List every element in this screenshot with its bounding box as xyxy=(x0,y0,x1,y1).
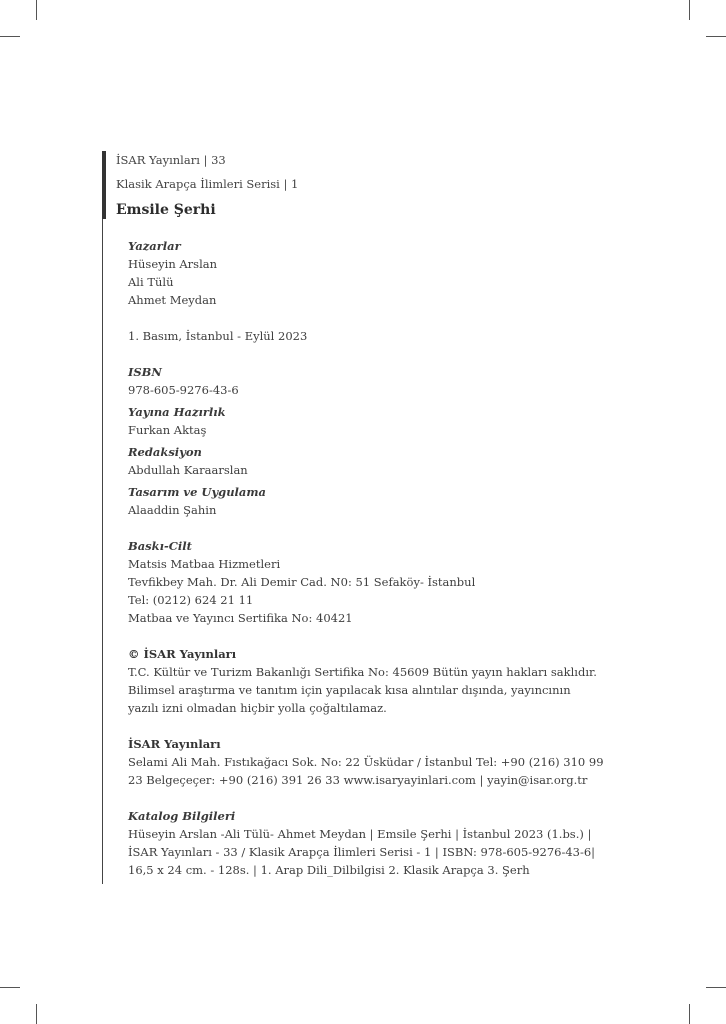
isbn-label: ISBN xyxy=(128,365,162,379)
printing-line: Matsis Matbaa Hizmetleri xyxy=(128,557,281,571)
copyright-line: Bilimsel araştırma ve tanıtım için yapılacak kısa alıntılar dışında, yayıncının xyxy=(128,683,571,697)
printing-label: Baskı-Cilt xyxy=(128,539,192,553)
header-bar xyxy=(102,151,106,219)
design-value: Alaaddin Şahin xyxy=(128,503,217,517)
crop-mark xyxy=(706,36,726,37)
catalog-line: İSAR Yayınları - 33 / Klasik Arapça İlimleri Serisi - 1 | ISBN: 978-605-9276-43-6| xyxy=(128,845,596,859)
edition-info: 1. Basım, İstanbul - Eylül 2023 xyxy=(128,329,308,343)
printing-line: Matbaa ve Yayıncı Sertifika No: 40421 xyxy=(128,611,353,625)
isbn-value: 978-605-9276-43-6 xyxy=(128,383,239,397)
catalog-line: Hüseyin Arslan -Ali Tülü- Ahmet Meydan | Emsile Şerhi | İstanbul 2023 (1.bs.) | xyxy=(128,827,592,841)
author-name: Ahmet Meydan xyxy=(128,293,217,307)
copyright-line: yazılı izni olmadan hiçbir yolla çoğaltılamaz. xyxy=(128,701,387,715)
publisher-line: Selami Ali Mah. Fıstıkağacı Sok. No: 22 Üsküdar / İstanbul Tel: +90 (216) 310 99 xyxy=(128,755,604,769)
design-label: Tasarım ve Uygulama xyxy=(128,485,266,499)
copyright-line: T.C. Kültür ve Turizm Bakanlığı Sertifika No: 45609 Bütün yayın hakları saklıdır. xyxy=(128,665,597,679)
publisher-label: İSAR Yayınları xyxy=(128,737,221,751)
preparation-value: Furkan Aktaş xyxy=(128,423,207,437)
series-line-2: Klasik Arapça İlimleri Serisi | 1 xyxy=(116,177,299,191)
book-title: Emsile Şerhi xyxy=(116,202,216,218)
editing-value: Abdullah Karaarslan xyxy=(128,463,248,477)
crop-mark xyxy=(706,987,726,988)
crop-mark xyxy=(0,36,20,37)
crop-mark xyxy=(689,0,690,20)
author-name: Hüseyin Arslan xyxy=(128,257,218,271)
crop-mark xyxy=(36,0,37,20)
publisher-line: 23 Belgeçeçer: +90 (216) 391 26 33 www.isaryayinlari.com | yayin@isar.org.tr xyxy=(128,773,588,787)
crop-mark xyxy=(36,1004,37,1024)
colophon xyxy=(128,237,608,879)
printing-line: Tevfikbey Mah. Dr. Ali Demir Cad. N0: 51 Sefaköy- İstanbul xyxy=(128,575,476,589)
editing-label: Redaksiyon xyxy=(128,445,202,459)
printing-line: Tel: (0212) 624 21 11 xyxy=(128,593,254,607)
author-name: Ali Tülü xyxy=(128,275,174,289)
authors-label: Yazarlar xyxy=(128,239,181,253)
catalog-line: 16,5 x 24 cm. - 128s. | 1. Arap Dili_Dilbilgisi 2. Klasik Arapça 3. Şerh xyxy=(128,863,530,877)
content-rule xyxy=(102,219,103,884)
preparation-label: Yayına Hazırlık xyxy=(128,405,226,419)
crop-mark xyxy=(689,1004,690,1024)
catalog-label: Katalog Bilgileri xyxy=(128,809,236,823)
series-line-1: İSAR Yayınları | 33 xyxy=(116,153,226,167)
copyright-label: © İSAR Yayınları xyxy=(128,647,237,661)
crop-mark xyxy=(0,987,20,988)
